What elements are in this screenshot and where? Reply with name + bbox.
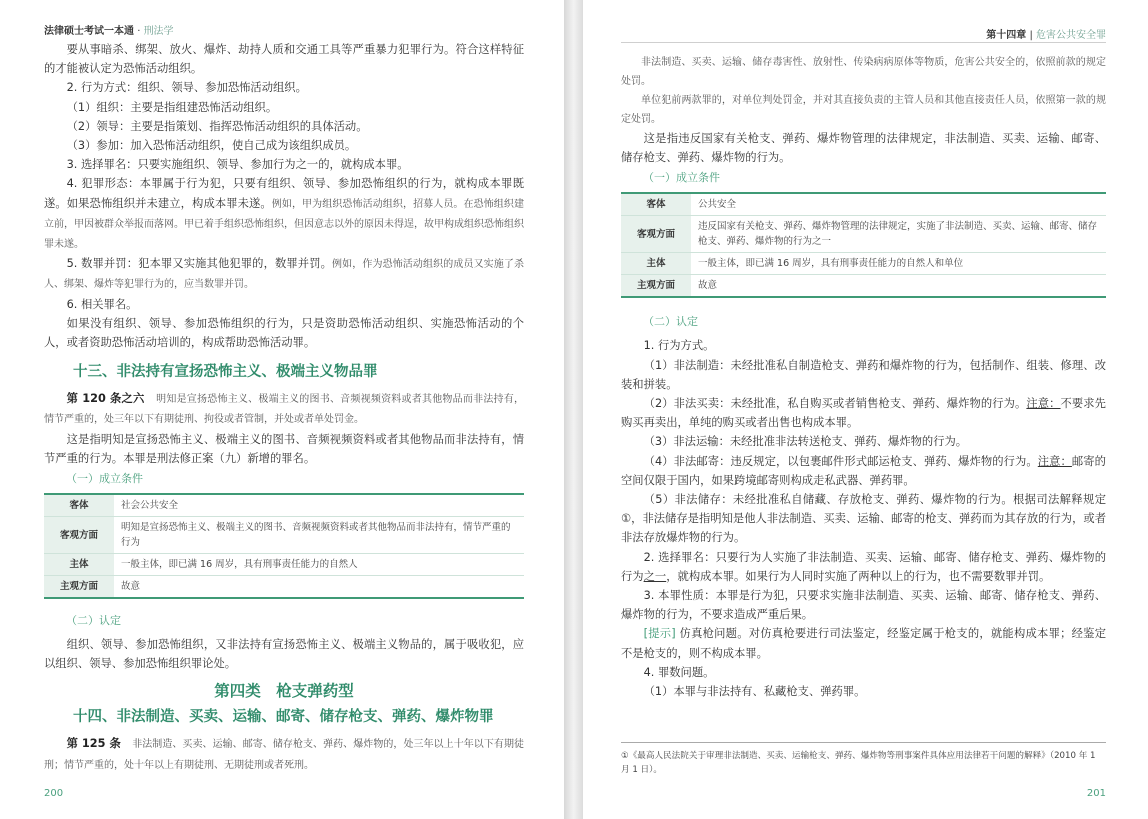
paragraph: 要从事暗杀、绑架、放火、爆炸、劫持人质和交通工具等严重暴力犯罪行为。符合这样特征的才能被认定为恐怖活动组织。	[44, 43, 524, 76]
article-number: 第 125 条	[66, 737, 121, 751]
paragraph	[44, 174, 524, 254]
paragraph: 1. 行为方式。	[643, 339, 715, 353]
table-key: 主观方面	[44, 576, 114, 599]
statute-text: 单位犯前两款罪的，对单位判处罚金，并对其直接负责的主管人员和其他直接责任人员，依照第一款的规定处罚。	[621, 95, 1106, 125]
paragraph: 如果没有组织、领导、参加恐怖组织的行为，只是资助恐怖活动组织、实施恐怖活动的个人，或者资助恐怖活动培训的，构成帮助恐怖活动罪。	[44, 316, 524, 350]
table-value: 一般主体，即已满 16 周岁，具有刑事责任能力的自然人和单位	[691, 253, 1106, 275]
paragraph: 3. 本罪性质：本罪是行为犯，只要求实施非法制造、买卖、运输、邮寄、储存枪支、弹药、爆炸物的行为，不要求造成严重后果。	[621, 589, 1106, 622]
table-value: 公共安全	[691, 193, 1106, 216]
paragraph: （3）参加：加入恐怖活动组织，使自己成为该组织成员。	[66, 139, 357, 153]
left-page	[0, 0, 564, 819]
table-key: 客体	[44, 494, 114, 517]
paragraph: （1）组织：主要是指组建恐怖活动组织。	[66, 100, 278, 114]
statute-text: 非法制造、买卖、运输、储存毒害性、放射性、传染病病原体等物质，危害公共安全的，依照前款的规定处罚。	[621, 57, 1106, 87]
paragraph-text: 邮寄的空间仅限于国内，如果跨境邮寄则构成走私武器、弹药罪。	[621, 454, 1106, 487]
paragraph: （2）领导：主要是指策划、指挥恐怖活动组织的具体活动。	[66, 119, 368, 133]
subsection-title: （一）成立条件	[66, 472, 143, 486]
article-number: 第 120 条之六	[66, 392, 145, 406]
paragraph: （3）非法运输：未经批准非法转送枪支、弹药、爆炸物的行为。	[643, 435, 968, 449]
table-key: 主体	[621, 253, 691, 275]
category-title: 第四类 枪支弹药型	[214, 682, 354, 701]
book-title: 法律硕士考试一本通	[44, 26, 134, 37]
paragraph-text: 仿真枪问题。对仿真枪要进行司法鉴定，经鉴定属于枪支的，就能构成本罪；经鉴定不是枪支的，则不构成本罪。	[621, 627, 1106, 660]
paragraph	[44, 254, 524, 294]
table-row	[621, 275, 1106, 298]
paragraph	[621, 394, 1106, 432]
chapter-title: 危害公共安全罪	[1036, 30, 1106, 41]
right-page	[583, 0, 1148, 819]
paragraph: 4. 罪数问题。	[643, 665, 715, 679]
running-header	[621, 26, 1106, 43]
statute-article	[44, 734, 524, 774]
table-key: 主体	[44, 554, 114, 576]
paragraph: 6. 相关罪名。	[66, 297, 138, 311]
table-row	[44, 494, 524, 517]
table-value: 明知是宣扬恐怖主义、极端主义的图书、音频视频资料或者其他物品而非法持有，情节严重的行为	[114, 517, 524, 554]
paragraph	[621, 624, 1106, 662]
paragraph-text: 5. 数罪并罚：犯本罪又实施其他犯罪的，数罪并罚。	[66, 257, 333, 271]
paragraph: （1）本罪与非法持有、私藏枪支、弹药罪。	[643, 685, 866, 699]
paragraph: （5）非法储存：未经批准私自储藏、存放枪支、弹药、爆炸物的行为。根据司法解释规定①，非法储存是指明知是他人非法制造、买卖、运输、邮寄的枪支、弹药而为其存放的行为，或者非法存放爆炸物的行为。	[621, 493, 1106, 545]
emphasis-text: 之一	[643, 569, 667, 583]
table-key: 客体	[621, 193, 691, 216]
chapter-label: 第十四章	[986, 30, 1027, 41]
paragraph	[621, 452, 1106, 490]
table-value: 社会公共安全	[114, 494, 524, 517]
note-label: 注意：	[1037, 454, 1072, 468]
paragraph-text: ，就构成本罪。如果行为人同时实施了两种以上的行为，也不需要数罪并罚。	[666, 569, 1051, 583]
paragraph: 组织、领导、参加恐怖组织，又非法持有宣扬恐怖主义、极端主义物品的，属于吸收犯，应以组织、领导、参加恐怖组织罪论处。	[44, 638, 524, 671]
subsection-title: （二）认定	[643, 315, 698, 329]
footnote: ①《最高人民法院关于审理非法制造、买卖、运输枪支、弹药、爆炸物等刑事案件具体应用法律若干问题的解释》（2010 年 1 月 1 日）。	[621, 742, 1106, 777]
example-text: 例如，甲为组织恐怖活动组织，招募人员。在恐怖组织建立前，甲因被群众举报而落网。甲已着手组织恐怖组织，但因意志以外的原因未得逞，故甲构成组织恐怖组织罪未遂。	[44, 198, 524, 251]
table-value: 故意	[114, 576, 524, 599]
table-row	[44, 576, 524, 599]
table-row	[44, 554, 524, 576]
table-key: 主观方面	[621, 275, 691, 298]
subsection-title: （二）认定	[66, 614, 121, 628]
paragraph	[621, 548, 1106, 586]
paragraph: 这是指明知是宣扬恐怖主义、极端主义的图书、音频视频资料或者其他物品而非法持有，情节严重的行为。本罪是刑法修正案（九）新增的罪名。	[44, 432, 524, 465]
paragraph-text: 不要求先购买再卖出，单纯的购买或者出售也构成本罪。	[621, 397, 1106, 430]
table-value: 违反国家有关枪支、弹药、爆炸物管理的法律规定，实施了非法制造、买卖、运输、邮寄、储存枪支、弹药、爆炸物的行为之一	[691, 216, 1106, 253]
running-header	[44, 22, 524, 40]
book-subject: 刑法学	[143, 26, 174, 37]
paragraph: 3. 选择罪名：只要实施组织、领导、参加行为之一的，就构成本罪。	[66, 158, 409, 172]
paragraph-text: 4. 犯罪形态：本罪属于行为犯，只要有组织、领导、参加恐怖组织的行为，就构成本罪既遂。如果恐怖组织并未建立，构成本罪未遂。	[44, 177, 524, 210]
note-label: 注意：	[1026, 397, 1061, 411]
table-key: 客观方面	[44, 517, 114, 554]
book-gutter	[564, 0, 583, 819]
page-number: 201	[1086, 788, 1106, 799]
header-separator: |	[1029, 30, 1033, 41]
section-title: 十四、非法制造、买卖、运输、邮寄、储存枪支、弹药、爆炸物罪	[73, 709, 494, 726]
table-value: 故意	[691, 275, 1106, 298]
section-title: 十三、非法持有宣扬恐怖主义、极端主义物品罪	[73, 364, 378, 381]
article-text: 非法制造、买卖、运输、邮寄、储存枪支、弹药、爆炸物的，处三年以上十年以下有期徒刑；情节严重的，处十年以上有期徒刑、无期徒刑或者死刑。	[44, 739, 524, 771]
elements-table	[621, 192, 1106, 298]
header-separator: ·	[137, 26, 141, 37]
paragraph: 2. 行为方式：组织、领导、参加恐怖活动组织。	[66, 81, 307, 95]
example-text: 例如，作为恐怖活动组织的成员又实施了杀人、绑架、爆炸等犯罪行为的，应当数罪并罚。	[44, 259, 525, 291]
hint-label: [提示]	[643, 627, 676, 641]
table-row	[44, 517, 524, 554]
paragraph-text: 2. 选择罪名：只要行为人实施了非法制造、买卖、运输、邮寄、储存枪支、弹药、爆炸物的行为	[621, 550, 1106, 583]
page-number: 200	[44, 788, 64, 799]
paragraph-text: （4）非法邮寄：违反规定，以包裹邮件形式邮运枪支、弹药、爆炸物的行为。	[643, 454, 1038, 468]
table-key: 客观方面	[621, 216, 691, 253]
paragraph-text: （2）非法买卖：未经批准，私自购买或者销售枪支、弹药、爆炸物的行为。	[643, 397, 1027, 411]
paragraph: 这是指违反国家有关枪支、弹药、爆炸物管理的法律规定，非法制造、买卖、运输、邮寄、储存枪支、弹药、爆炸物的行为。	[621, 132, 1106, 165]
table-row	[621, 193, 1106, 216]
statute-article	[44, 389, 524, 429]
article-text: 明知是宣扬恐怖主义、极端主义的图书、音频视频资料或者其他物品而非法持有，情节严重的，处三年以下有期徒刑、拘役或者管制，并处或者单处罚金。	[44, 394, 525, 426]
elements-table	[44, 493, 524, 599]
table-value: 一般主体，即已满 16 周岁，具有刑事责任能力的自然人	[114, 554, 524, 576]
paragraph: （1）非法制造：未经批准私自制造枪支、弹药和爆炸物的行为，包括制作、组装、修理、改装和拼装。	[621, 358, 1106, 391]
table-row	[621, 253, 1106, 275]
subsection-title: （一）成立条件	[643, 171, 720, 185]
table-row	[621, 216, 1106, 253]
